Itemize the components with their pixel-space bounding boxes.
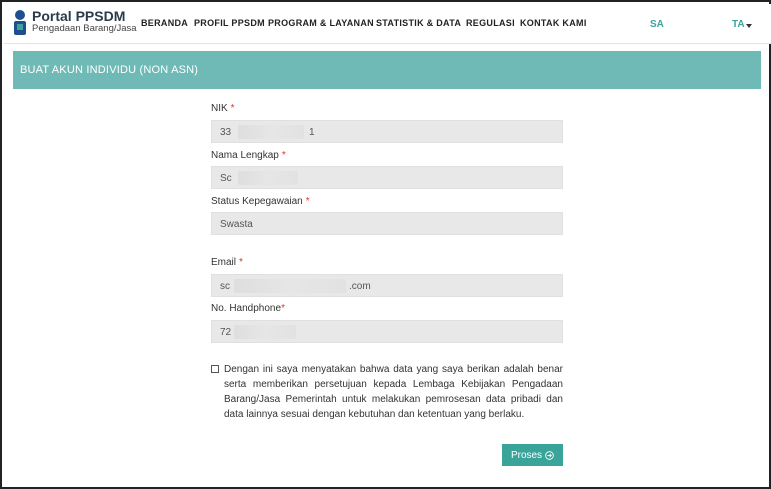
nik-label: NIK *	[211, 103, 235, 114]
status-field[interactable]	[211, 212, 563, 235]
redacted-block	[238, 171, 298, 185]
brand-subtitle: Pengadaan Barang/Jasa	[32, 23, 137, 34]
logo-icon	[12, 9, 28, 36]
nav-kontak-kami[interactable]: KONTAK KAMI	[520, 18, 587, 28]
nama-value: Sc	[220, 173, 232, 184]
phone-value: 72	[220, 327, 232, 338]
redacted-block	[238, 125, 304, 139]
phone-label: No. Handphone*	[211, 303, 285, 314]
brand-title[interactable]: Portal PPSDM	[32, 8, 126, 24]
status-label: Status Kepegawaian *	[211, 196, 310, 207]
required-mark: *	[281, 150, 286, 161]
nav-profil-ppsdm[interactable]: PROFIL PPSDM	[194, 18, 265, 28]
required-mark: *	[239, 257, 243, 268]
proses-label: Proses	[510, 449, 543, 461]
phone-field[interactable]	[211, 320, 563, 343]
nav-regulasi[interactable]: REGULASI	[466, 18, 515, 28]
email-label: Email *	[211, 257, 243, 268]
nik-value-tail: 1	[309, 127, 315, 138]
required-mark: *	[305, 196, 310, 207]
redacted-block	[234, 325, 296, 339]
email-value-tail: .com	[349, 281, 371, 292]
status-value: Swasta	[220, 219, 253, 230]
consent-checkbox[interactable]	[211, 365, 219, 373]
nav-program-layanan[interactable]: PROGRAM & LAYANAN	[268, 18, 374, 28]
consent-text: Dengan ini saya menyatakan bahwa data yang saya berikan adalah benar serta memberikan persetujuan kepada Lembaga Kebijakan Pengadaan Barang/Jasa Pemerintah untuk melakukan pemrosesan data pribadi dan data lainnya sesuai dengan kebutuhan dan ketentuan yang berlaku.	[224, 364, 563, 420]
email-value: sc	[220, 281, 230, 292]
nik-value: 33	[220, 127, 232, 138]
form-title: BUAT AKUN INDIVIDU (NON ASN)	[20, 64, 199, 76]
nav-beranda[interactable]: BERANDA	[141, 18, 189, 28]
nav-statistik-data[interactable]: STATISTIK & DATA	[376, 18, 462, 28]
top-navbar	[4, 4, 771, 44]
nik-field[interactable]	[211, 120, 563, 143]
arrow-right-circle-icon	[545, 451, 554, 460]
required-mark: *	[230, 103, 235, 114]
proses-button[interactable]	[502, 444, 563, 466]
chevron-down-icon[interactable]	[746, 24, 752, 28]
redacted-block	[234, 279, 346, 293]
email-field[interactable]	[211, 274, 563, 297]
user-name-end[interactable]: TA	[732, 19, 745, 30]
nama-label: Nama Lengkap *	[211, 150, 286, 161]
form-header	[13, 51, 761, 89]
nama-field[interactable]	[211, 166, 563, 189]
required-mark: *	[281, 303, 285, 314]
user-name-start[interactable]: SA	[650, 19, 664, 30]
